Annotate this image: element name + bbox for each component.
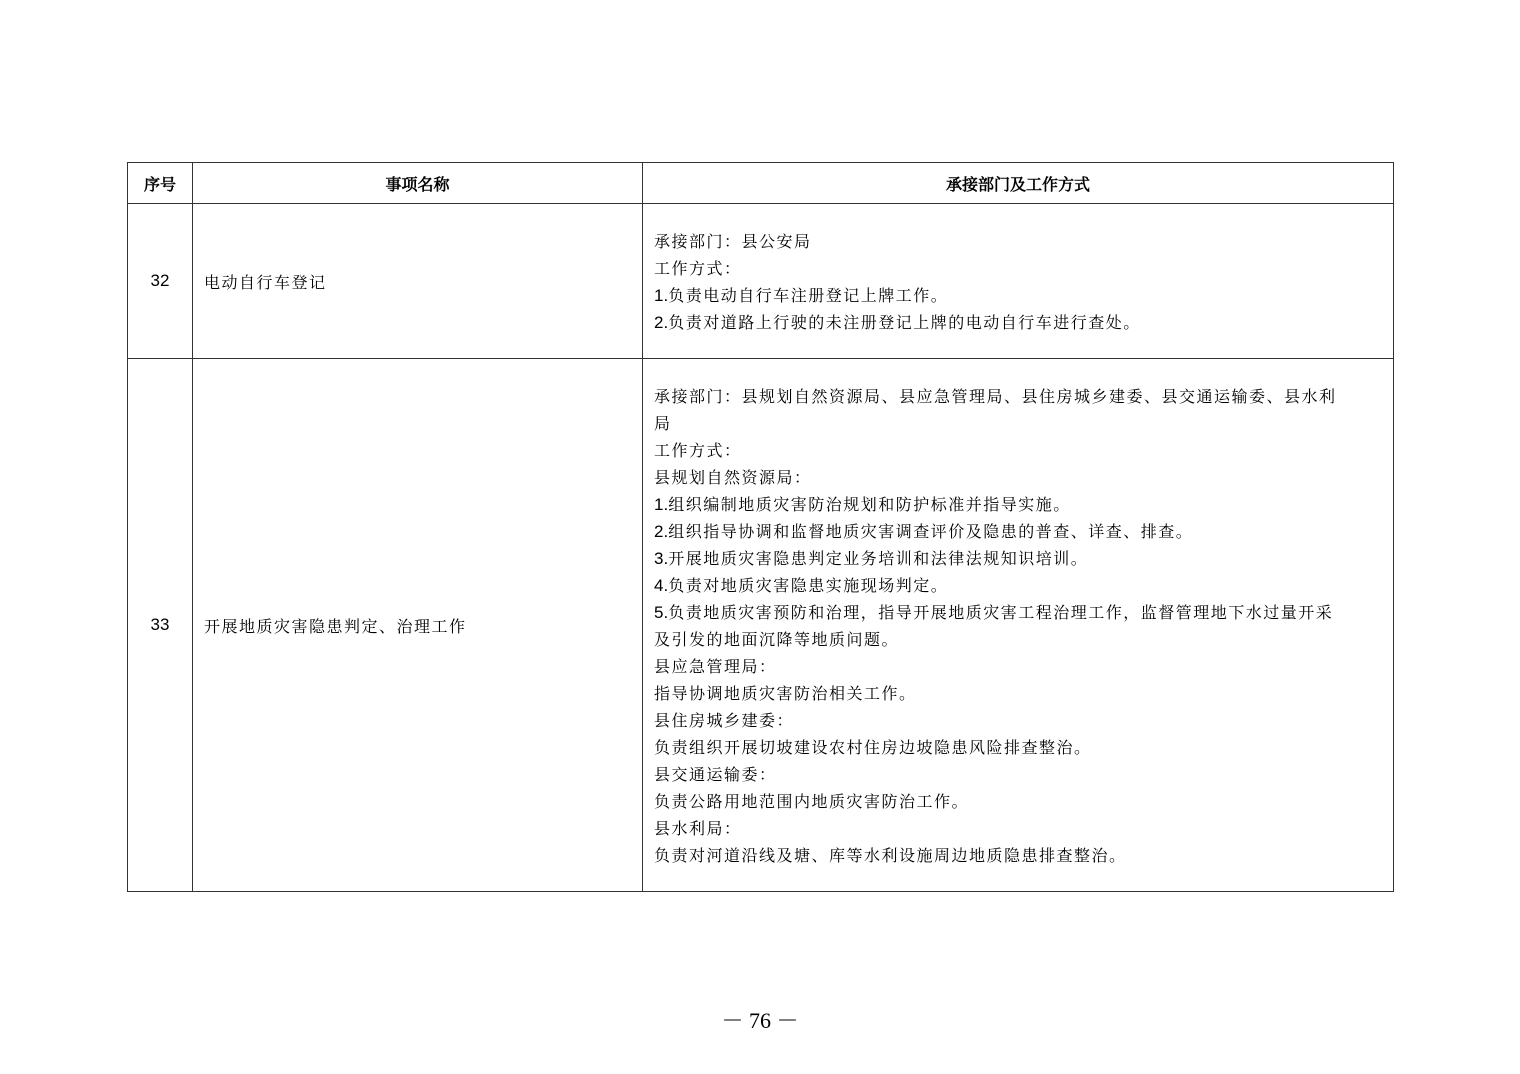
- content-line: 县水利局：: [654, 819, 742, 838]
- row-dept-method: [643, 204, 1394, 359]
- content-line: 承接部门：县公安局: [654, 232, 812, 251]
- table-row: [128, 204, 1394, 359]
- content-line: 1.组织编制地质灾害防治规划和防护标准并指导实施。: [654, 495, 1071, 514]
- content-line: 2.负责对道路上行驶的未注册登记上牌的电动自行车进行查处。: [654, 313, 1141, 332]
- content-line: 局: [654, 414, 672, 433]
- row-index: 33: [128, 359, 193, 892]
- page-number: － 76 －: [721, 1008, 799, 1033]
- responsibility-table: [127, 162, 1394, 892]
- content-line: 工作方式：: [654, 259, 742, 278]
- content-line: 县交通运输委：: [654, 765, 777, 784]
- content-line: 县住房城乡建委：: [654, 711, 795, 730]
- header-item-name: 事项名称: [193, 163, 643, 204]
- content-line: 1.负责电动自行车注册登记上牌工作。: [654, 286, 949, 305]
- content-line: 县规划自然资源局：: [654, 468, 812, 487]
- content-line: 承接部门：县规划自然资源局、县应急管理局、县住房城乡建委、县交通运输委、县水利: [654, 387, 1337, 406]
- row-item-name: 电动自行车登记: [193, 204, 643, 359]
- content-line: 负责对河道沿线及塘、库等水利设施周边地质隐患排查整治。: [654, 846, 1127, 865]
- row-item-name: 开展地质灾害隐患判定、治理工作: [193, 359, 643, 892]
- content-line: 2.组织指导协调和监督地质灾害调查评价及隐患的普查、详查、排查。: [654, 522, 1194, 541]
- header-index: 序号: [128, 163, 193, 204]
- header-dept-method: 承接部门及工作方式: [643, 163, 1394, 204]
- table-row: [128, 359, 1394, 892]
- content-line: 指导协调地质灾害防治相关工作。: [654, 684, 917, 703]
- content-line: 负责组织开展切坡建设农村住房边坡隐患风险排查整治。: [654, 738, 1092, 757]
- header-row: [128, 163, 1394, 204]
- content-line: 3.开展地质灾害隐患判定业务培训和法律法规知识培训。: [654, 549, 1089, 568]
- content-line: 工作方式：: [654, 441, 742, 460]
- content-line: 县应急管理局：: [654, 657, 777, 676]
- row-index: 32: [128, 204, 193, 359]
- row-dept-method: [643, 359, 1394, 892]
- content-line: 5.负责地质灾害预防和治理，指导开展地质灾害工程治理工作，监督管理地下水过量开采: [654, 603, 1334, 622]
- content-line: 及引发的地面沉降等地质问题。: [654, 630, 900, 649]
- content-line: 4.负责对地质灾害隐患实施现场判定。: [654, 576, 949, 595]
- content-line: 负责公路用地范围内地质灾害防治工作。: [654, 792, 970, 811]
